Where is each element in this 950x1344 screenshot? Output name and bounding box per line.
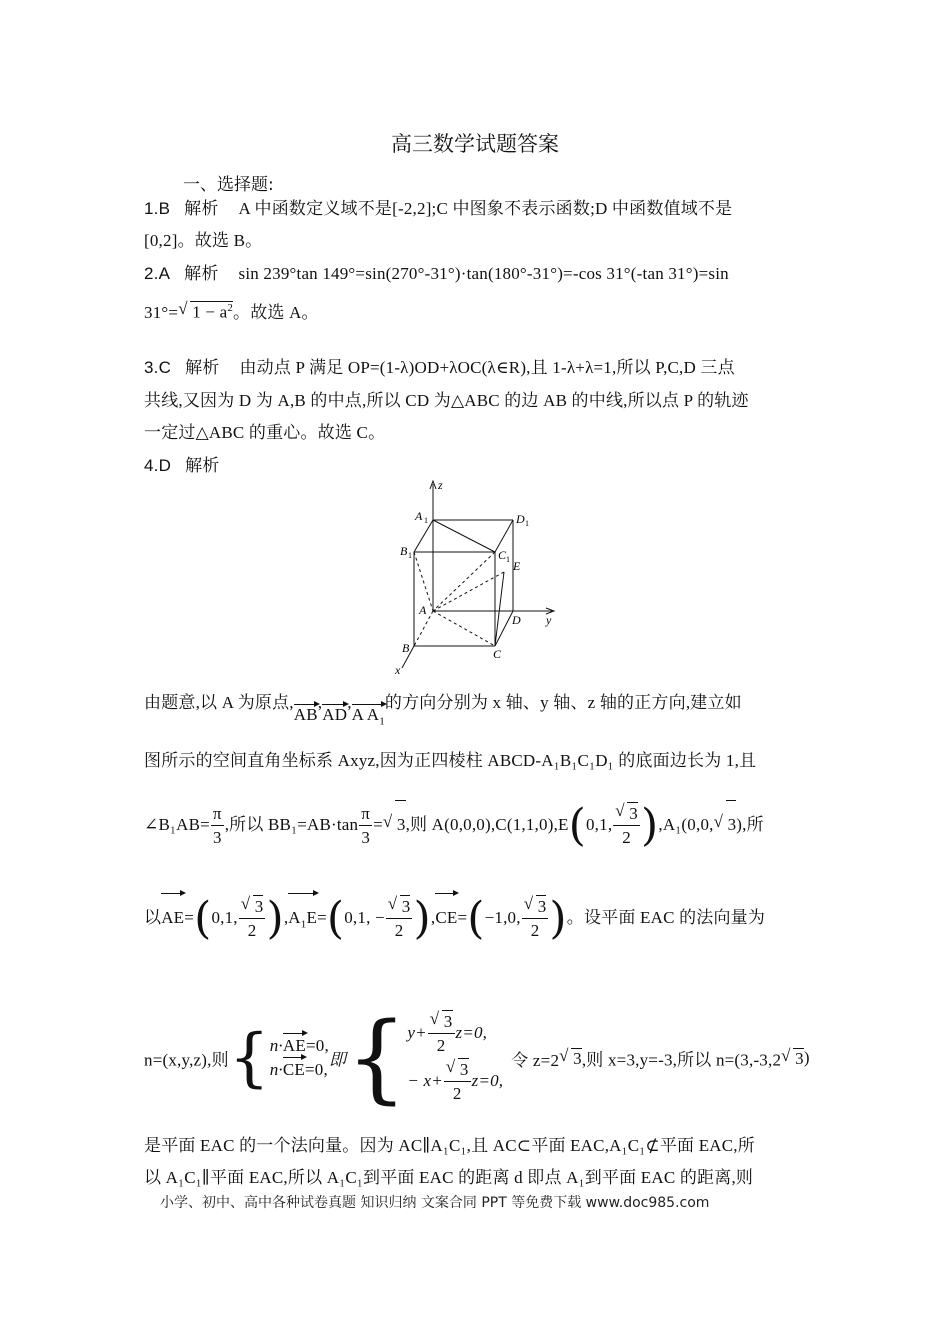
q2-text: sin 239°tan 149°=sin(270°-31°)·tan(180°-31°)=-cos 31°(-tan 31°)=sin — [238, 264, 729, 283]
frac-pi-3-b: $\frac{\pi}{3}$ — [361, 803, 371, 847]
q3-line2: 共线,又因为 D 为 A,B 的中点,所以 CD 为△ABC 的边 AB 的中线,所以点 P 的轨迹 — [144, 391, 749, 410]
label-D1: D — [516, 512, 525, 526]
frac-pi-3: $\frac{\pi}{3}$ — [212, 803, 222, 847]
q2-radical: √ $1 - a^2$ — [190, 301, 233, 323]
diag-AC — [433, 611, 495, 646]
vec-CE: CE — [435, 894, 457, 942]
vec-AA1: A $A_1$ — [351, 705, 385, 728]
svg-text:1: 1 — [525, 519, 529, 528]
page-footer: 小学、初中、高中各种试卷真题 知识归纳 文案合同 PPT 等免费下载 www.doc985.com — [160, 1195, 710, 1211]
q4-para7: 以 A₁C₁∥平面 EAC,所以 A₁C₁到平面 EAC 的距离 d 即点 A₁到平面 EAC 的距离,则 — [144, 1168, 754, 1187]
label-B: B — [402, 641, 410, 655]
vec-AB: AB — [293, 705, 318, 724]
label-z: z — [438, 478, 443, 492]
system-2: y+ √ $\frac{3}{2}$ z=0, − x+ √ $\frac{3}{2}$ z=0, — [407, 1010, 503, 1106]
edge-CD — [495, 611, 513, 646]
diag-A1C1 — [433, 520, 495, 552]
page-title: 高三数学试题答案 — [391, 132, 559, 156]
svg-text:1: 1 — [506, 555, 510, 564]
q3-label: 3.C — [144, 358, 172, 377]
q1-label: 1.B — [144, 199, 171, 218]
q4-para5: n=(x,y,z),则{ n·AE=0, n·CE=0, 即{ y+ √ $\frac{3}{2}$ z=0, − x+ √ $\frac{3}{2}$ z=0, 令 z=2√ 3,则 x=3,y=-3,所以 n=(3,-3,2√ 3) — [144, 1010, 810, 1106]
q2-line1 — [144, 259, 729, 284]
q4-jiexi: 解析 — [185, 456, 220, 476]
q1-line1 — [144, 194, 732, 219]
q3-line1 — [144, 353, 735, 378]
q4-para2: 图所示的空间直角坐标系 Axyz,因为正四棱柱 ABCD-A₁B₁C₁D₁ 的底面边长为 1,且 — [144, 751, 757, 770]
label-B1: B — [400, 544, 408, 558]
q1-line2: [0,2]。故选 B。 — [144, 231, 263, 250]
vec-A1E: $A_1E$ — [288, 894, 317, 948]
vec-AE: AE — [161, 894, 184, 942]
section-heading: 一、选择题: — [183, 175, 274, 195]
prism-figure — [392, 476, 572, 676]
q3-line3: 一定过△ABC 的重心。故选 C。 — [144, 423, 386, 442]
q2-jiexi: 解析 — [184, 264, 219, 284]
q2-line2 — [144, 298, 319, 323]
label-D: D — [512, 613, 521, 627]
svg-text:1: 1 — [424, 516, 428, 525]
system-1: n·AE=0, n·CE=0, — [270, 1034, 329, 1082]
q4-line1 — [144, 451, 239, 476]
q4-para6: 是平面 EAC 的一个法向量。因为 AC∥A₁C₁,且 AC⊂平面 EAC,A₁C₁⊄平面 EAC,所 — [144, 1136, 755, 1155]
q3-jiexi: 解析 — [185, 358, 220, 378]
label-C1: C — [498, 548, 507, 562]
q4-para1: 由题意,以 A 为原点,AB,AD,A $A_1$的方向分别为 x 轴、y 轴、z 轴的正方向,建立如 — [144, 693, 742, 728]
q1-jiexi: 解析 — [184, 199, 219, 219]
label-y: y — [546, 613, 552, 627]
label-A1: A — [415, 509, 423, 523]
sqrt3-a: √ 3 — [395, 800, 406, 849]
q2-eq-post: 。故选 A。 — [233, 303, 319, 322]
sqrt3-b: √ 3 — [726, 800, 737, 849]
label-C: C — [493, 647, 502, 661]
q2-label: 2.A — [144, 264, 171, 283]
q4-label: 4.D — [144, 456, 172, 475]
q2-eq-pre: 31°= — [144, 303, 179, 322]
vec-AD: AD — [322, 705, 348, 724]
q4-para4: 以AE=(0,1, √ $\frac{3}{2}$ )$,A_1E=(0,1$, − √ $\frac{3}{2}$ ),CE=(−1,0, √ $\frac{3}{2}$ )。设平面 EAC 的法向量为 — [144, 894, 765, 948]
frac-sqrt3-2-E: √ $\frac{3}{2}$ — [613, 802, 640, 850]
line-CE — [495, 572, 504, 646]
label-A: A — [419, 603, 427, 617]
label-x: x — [395, 663, 401, 676]
q1-text: A 中函数定义域不是[-2,2];C 中图象不表示函数;D 中函数值域不是 — [238, 199, 733, 218]
q3-text: 由动点 P 满足 OP=(1-λ)OD+λOC(λ∈R),且 1-λ+λ=1,所以 P,C,D 三点 — [239, 358, 735, 377]
svg-text:1: 1 — [408, 551, 412, 560]
q4-para3: ∠B₁AB= $\frac{\pi}{3}$ ,所以 BB₁=AB·tan $\frac{\pi}{3}$ =√ 3,则 A(0,0,0),C(1,1,0),E(0,1, √ $\frac{3}{2}$ ),A₁(0,0,√ 3),所 — [144, 800, 764, 850]
label-E: E — [513, 559, 521, 573]
